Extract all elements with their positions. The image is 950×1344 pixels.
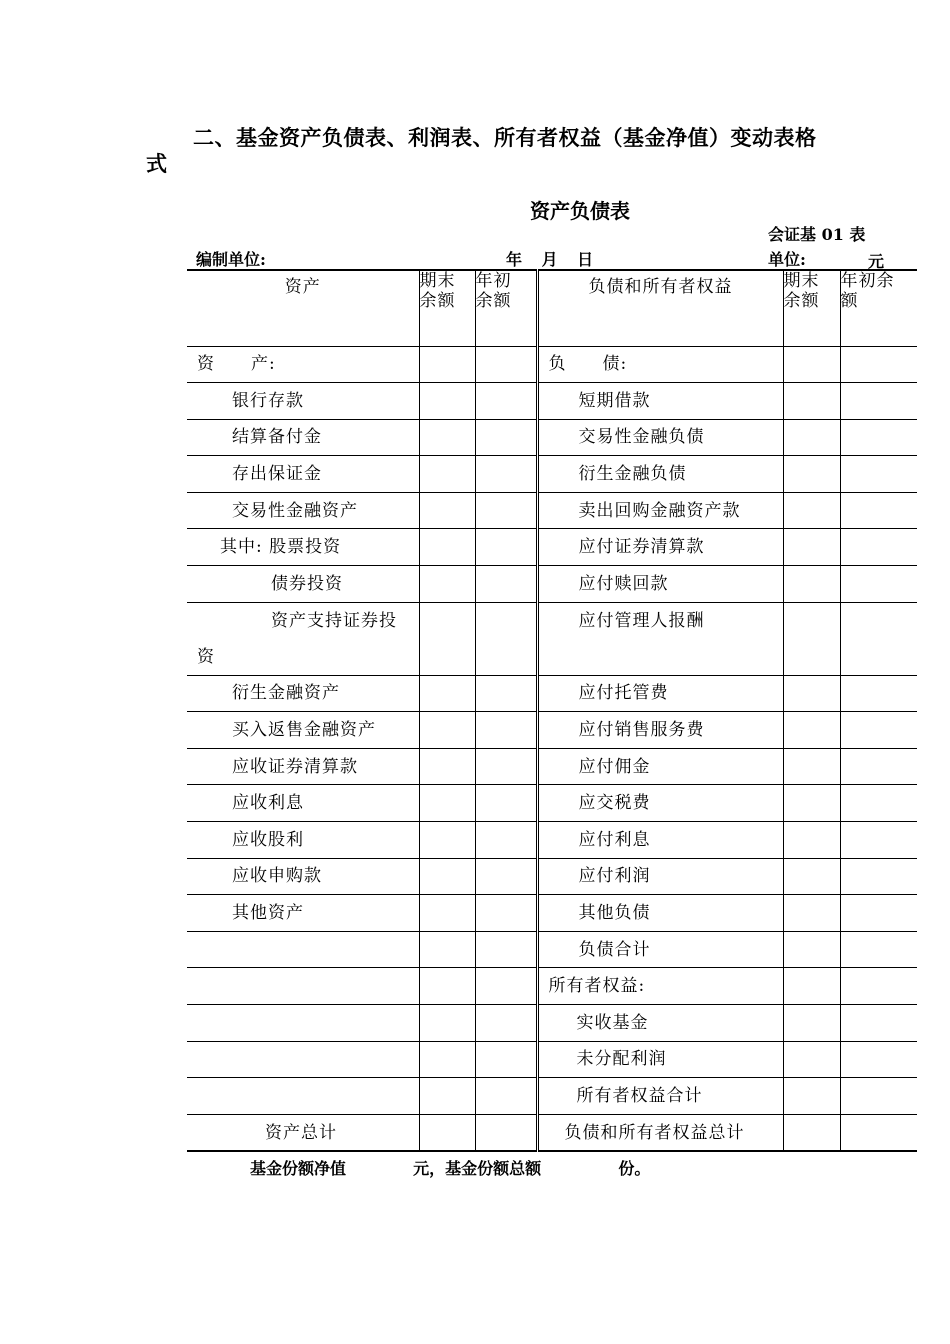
- asset-label: 银行存款: [187, 383, 419, 420]
- asset-begin-balance-cell[interactable]: [475, 822, 537, 859]
- asset-end-balance-cell[interactable]: [419, 822, 475, 859]
- liability-label: 卖出回购金融资产款: [537, 492, 783, 529]
- asset-label: 其中: 股票投资: [187, 529, 419, 566]
- asset-begin-balance-cell[interactable]: [475, 1078, 537, 1115]
- asset-begin-balance-cell[interactable]: [475, 456, 537, 493]
- asset-label-empty: [187, 968, 419, 1005]
- asset-end-balance-cell[interactable]: [419, 1078, 475, 1115]
- table-row: [187, 419, 917, 456]
- table-row: [187, 529, 917, 566]
- shares-unit-label: 份。: [618, 1159, 651, 1178]
- liability-end-balance-cell[interactable]: [783, 968, 840, 1005]
- asset-end-balance-cell[interactable]: [419, 785, 475, 822]
- liability-begin-balance-cell[interactable]: [840, 456, 917, 493]
- asset-begin-balance-cell[interactable]: [475, 968, 537, 1005]
- table-row: [187, 675, 917, 712]
- liability-end-balance-cell[interactable]: [783, 822, 840, 859]
- asset-end-balance-cell[interactable]: [419, 931, 475, 968]
- liability-end-balance-cell[interactable]: [783, 1041, 840, 1078]
- liability-end-balance-cell[interactable]: [783, 602, 840, 675]
- liability-end-balance-cell[interactable]: [783, 712, 840, 749]
- liability-total-label: 负债和所有者权益总计: [537, 1114, 783, 1151]
- liability-label: 其他负债: [537, 895, 783, 932]
- liability-begin-balance-cell[interactable]: [840, 748, 917, 785]
- liability-begin-balance-cell[interactable]: [840, 675, 917, 712]
- unit-value: 元: [868, 252, 885, 271]
- liability-begin-balance-cell[interactable]: [840, 1078, 917, 1115]
- liability-label: 负债合计: [537, 931, 783, 968]
- liability-label: 负 债:: [537, 346, 783, 383]
- liability-begin-balance-cell[interactable]: [840, 858, 917, 895]
- liability-end-balance-cell[interactable]: [783, 1078, 840, 1115]
- table-row: [187, 858, 917, 895]
- nav-per-share-label: 基金份额净值: [250, 1159, 347, 1178]
- liability-end-balance-cell[interactable]: [783, 895, 840, 932]
- asset-begin-balance-cell[interactable]: [475, 1005, 537, 1042]
- section-heading-wrap: 式: [146, 152, 167, 176]
- asset-label: 应收申购款: [187, 858, 419, 895]
- liability-begin-balance-cell[interactable]: [840, 529, 917, 566]
- asset-begin-balance-cell[interactable]: [475, 748, 537, 785]
- asset-end-balance-cell[interactable]: [419, 1041, 475, 1078]
- asset-total-end-balance-cell[interactable]: [419, 1114, 475, 1151]
- asset-end-balance-cell[interactable]: [419, 712, 475, 749]
- liability-begin-balance-cell[interactable]: [840, 1005, 917, 1042]
- liability-end-balance-cell[interactable]: [783, 419, 840, 456]
- asset-end-balance-cell[interactable]: [419, 1005, 475, 1042]
- liability-end-balance-cell[interactable]: [783, 675, 840, 712]
- asset-label: 应收利息: [187, 785, 419, 822]
- liability-label: 应付证券清算款: [537, 529, 783, 566]
- column-header-begin-balance-right: 年初余 额: [840, 270, 917, 346]
- liability-begin-balance-cell[interactable]: [840, 1041, 917, 1078]
- liability-end-balance-cell[interactable]: [783, 492, 840, 529]
- table-row: [187, 712, 917, 749]
- table-row: [187, 346, 917, 383]
- table-row: [187, 1078, 917, 1115]
- liability-label: 应付销售服务费: [537, 712, 783, 749]
- asset-begin-balance-cell[interactable]: [475, 785, 537, 822]
- liability-end-balance-cell[interactable]: [783, 931, 840, 968]
- table-total-row: [187, 1114, 917, 1151]
- liability-total-end-balance-cell[interactable]: [783, 1114, 840, 1151]
- liability-begin-balance-cell[interactable]: [840, 822, 917, 859]
- asset-label: 买入返售金融资产: [187, 712, 419, 749]
- liability-begin-balance-cell[interactable]: [840, 419, 917, 456]
- table-header-row: [187, 270, 917, 346]
- asset-end-balance-cell[interactable]: [419, 383, 475, 420]
- liability-begin-balance-cell[interactable]: [840, 346, 917, 383]
- liability-begin-balance-cell[interactable]: [840, 712, 917, 749]
- liability-end-balance-cell[interactable]: [783, 1005, 840, 1042]
- asset-end-balance-cell[interactable]: [419, 346, 475, 383]
- liability-begin-balance-cell[interactable]: [840, 602, 917, 675]
- liability-begin-balance-cell[interactable]: [840, 895, 917, 932]
- table-row: [187, 785, 917, 822]
- liability-label: 应交税费: [537, 785, 783, 822]
- asset-label: 交易性金融资产: [187, 492, 419, 529]
- asset-begin-balance-cell[interactable]: [475, 858, 537, 895]
- liability-end-balance-cell[interactable]: [783, 858, 840, 895]
- liability-begin-balance-cell[interactable]: [840, 566, 917, 603]
- asset-label: 资 产:: [187, 346, 419, 383]
- asset-end-balance-cell[interactable]: [419, 456, 475, 493]
- asset-begin-balance-cell[interactable]: [475, 675, 537, 712]
- liability-label: 交易性金融负债: [537, 419, 783, 456]
- asset-begin-balance-cell[interactable]: [475, 1041, 537, 1078]
- liability-total-begin-balance-cell[interactable]: [840, 1114, 917, 1151]
- liability-end-balance-cell[interactable]: [783, 748, 840, 785]
- table-row: [187, 383, 917, 420]
- liability-label: 短期借款: [537, 383, 783, 420]
- table-row: [187, 456, 917, 493]
- column-header-end-balance: 期末 余额: [419, 270, 475, 346]
- nav-footer-note: [250, 1156, 650, 1179]
- asset-label-empty: [187, 1005, 419, 1042]
- asset-begin-balance-cell[interactable]: [475, 602, 537, 675]
- asset-begin-balance-cell[interactable]: [475, 566, 537, 603]
- preparing-unit-label: 编制单位:: [196, 250, 266, 269]
- asset-label: 应收股利: [187, 822, 419, 859]
- table-title: 资产负债表: [530, 199, 630, 223]
- liability-begin-balance-cell[interactable]: [840, 931, 917, 968]
- asset-begin-balance-cell[interactable]: [475, 895, 537, 932]
- table-row: [187, 895, 917, 932]
- liability-label: 应付佣金: [537, 748, 783, 785]
- liability-end-balance-cell[interactable]: [783, 383, 840, 420]
- asset-end-balance-cell[interactable]: [419, 529, 475, 566]
- asset-label-line1: 资产支持证券投: [271, 610, 397, 631]
- liability-label: 应付管理人报酬: [537, 602, 783, 675]
- section-heading: 二、基金资产负债表、利润表、所有者权益（基金净值）变动表格: [193, 126, 817, 150]
- asset-label-empty: [187, 931, 419, 968]
- asset-label: 其他资产: [187, 895, 419, 932]
- liability-label: 应付利润: [537, 858, 783, 895]
- column-header-liabilities: 负债和所有者权益: [537, 270, 783, 346]
- liability-label: 应付赎回款: [537, 566, 783, 603]
- liability-label: 实收基金: [537, 1005, 783, 1042]
- asset-end-balance-cell[interactable]: [419, 968, 475, 1005]
- table-row: [187, 822, 917, 859]
- liability-label: 所有者权益合计: [537, 1078, 783, 1115]
- asset-label: 应收证券清算款: [187, 748, 419, 785]
- asset-end-balance-cell[interactable]: [419, 566, 475, 603]
- liability-label: 未分配利润: [537, 1041, 783, 1078]
- asset-label-empty: [187, 1078, 419, 1115]
- liability-begin-balance-cell[interactable]: [840, 492, 917, 529]
- asset-begin-balance-cell[interactable]: [475, 492, 537, 529]
- unit-label: 单位:: [768, 250, 806, 269]
- asset-label: 衍生金融资产: [187, 675, 419, 712]
- asset-end-balance-cell[interactable]: [419, 748, 475, 785]
- table-row: [187, 931, 917, 968]
- asset-label-empty: [187, 1041, 419, 1078]
- asset-label: 存出保证金: [187, 456, 419, 493]
- asset-label: [187, 602, 419, 675]
- asset-end-balance-cell[interactable]: [419, 858, 475, 895]
- table-row: [187, 968, 917, 1005]
- asset-label: 债券投资: [187, 566, 419, 603]
- asset-begin-balance-cell[interactable]: [475, 529, 537, 566]
- table-row: [187, 602, 917, 675]
- column-header-assets: 资产: [187, 270, 419, 346]
- liability-end-balance-cell[interactable]: [783, 456, 840, 493]
- table-row: [187, 492, 917, 529]
- asset-total-label: 资产总计: [187, 1114, 419, 1151]
- table-row: [187, 1005, 917, 1042]
- table-row: [187, 1041, 917, 1078]
- liability-end-balance-cell[interactable]: [783, 346, 840, 383]
- asset-begin-balance-cell[interactable]: [475, 931, 537, 968]
- table-row: [187, 566, 917, 603]
- column-header-begin-balance: 年初 余额: [475, 270, 537, 346]
- asset-end-balance-cell[interactable]: [419, 492, 475, 529]
- asset-end-balance-cell[interactable]: [419, 419, 475, 456]
- liability-end-balance-cell[interactable]: [783, 566, 840, 603]
- asset-label-line2: 资: [197, 646, 215, 667]
- liability-label: 应付利息: [537, 822, 783, 859]
- asset-begin-balance-cell[interactable]: [475, 346, 537, 383]
- asset-begin-balance-cell[interactable]: [475, 712, 537, 749]
- liability-begin-balance-cell[interactable]: [840, 785, 917, 822]
- asset-total-begin-balance-cell[interactable]: [475, 1114, 537, 1151]
- liability-end-balance-cell[interactable]: [783, 785, 840, 822]
- total-shares-label: 元，基金份额总额: [413, 1159, 542, 1178]
- asset-end-balance-cell[interactable]: [419, 895, 475, 932]
- date-label: 年 月 日: [506, 250, 594, 269]
- balance-sheet-table: [187, 269, 917, 1152]
- column-header-end-balance-right: 期末 余额: [783, 270, 840, 346]
- asset-end-balance-cell[interactable]: [419, 602, 475, 675]
- liability-end-balance-cell[interactable]: [783, 529, 840, 566]
- liability-label: 所有者权益:: [537, 968, 783, 1005]
- liability-begin-balance-cell[interactable]: [840, 383, 917, 420]
- asset-begin-balance-cell[interactable]: [475, 383, 537, 420]
- liability-label: 衍生金融负债: [537, 456, 783, 493]
- liability-begin-balance-cell[interactable]: [840, 968, 917, 1005]
- form-code: 会证基 01 表: [768, 225, 866, 244]
- asset-end-balance-cell[interactable]: [419, 675, 475, 712]
- liability-label: 应付托管费: [537, 675, 783, 712]
- asset-label: 结算备付金: [187, 419, 419, 456]
- table-row: [187, 748, 917, 785]
- asset-begin-balance-cell[interactable]: [475, 419, 537, 456]
